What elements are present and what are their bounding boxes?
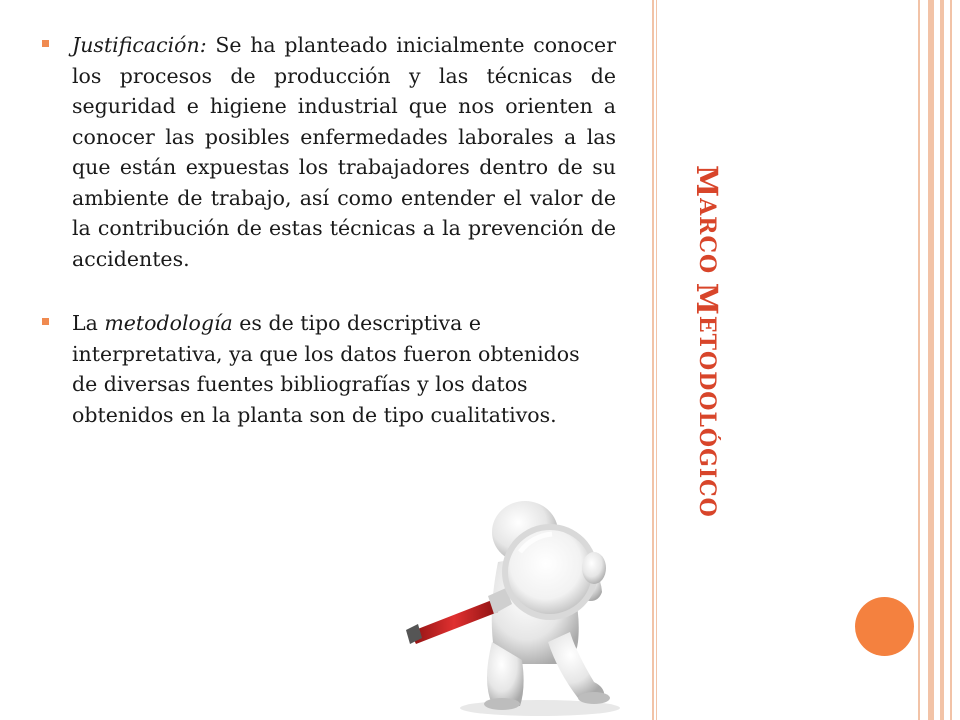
stripe-3 — [918, 0, 920, 720]
bullet-text-start: La — [72, 311, 105, 335]
bullet-marker-icon — [42, 318, 49, 325]
bullet-text-end: es de tipo descriptiva e interpretativa, ya que los datos fueron obtenidos de diversas fuentes bibliografías y los datos obtenidos en la planta son de tipo cualitativos. — [72, 311, 580, 427]
bullet-marker-icon — [42, 40, 49, 47]
bullet-lead: Justificación: — [72, 33, 207, 57]
title-rest-2: ETODOLÓGICO — [694, 315, 720, 518]
stripe-1 — [652, 0, 654, 720]
slide-content — [36, 30, 616, 430]
title-cap-m2: M — [690, 282, 724, 316]
stripe-5 — [940, 0, 944, 720]
slide-title — [690, 165, 724, 518]
bullet-text: Se ha planteado inicialmente conocer los procesos de producción y las técnicas de seguridad e higiene industrial que nos orienten a conocer las posibles enfermedades laborales a las que están expuestas los trabajadores dentro de su ambiente de trabajo, así como entender el valor de la contribución de estas técnicas a la prevención de accidentes. — [72, 33, 616, 271]
stripe-4 — [928, 0, 934, 720]
title-cap-m1: M — [690, 165, 724, 199]
bullet-italic: metodología — [104, 311, 233, 335]
bullet-metodologia — [36, 308, 592, 430]
title-rest-1: ARCO — [694, 198, 720, 283]
stripe-2 — [656, 0, 657, 720]
stripe-6 — [950, 0, 952, 720]
bullet-justificacion — [36, 30, 616, 274]
decorative-circle — [855, 597, 914, 656]
magnifying-glass-person-icon — [380, 492, 650, 720]
